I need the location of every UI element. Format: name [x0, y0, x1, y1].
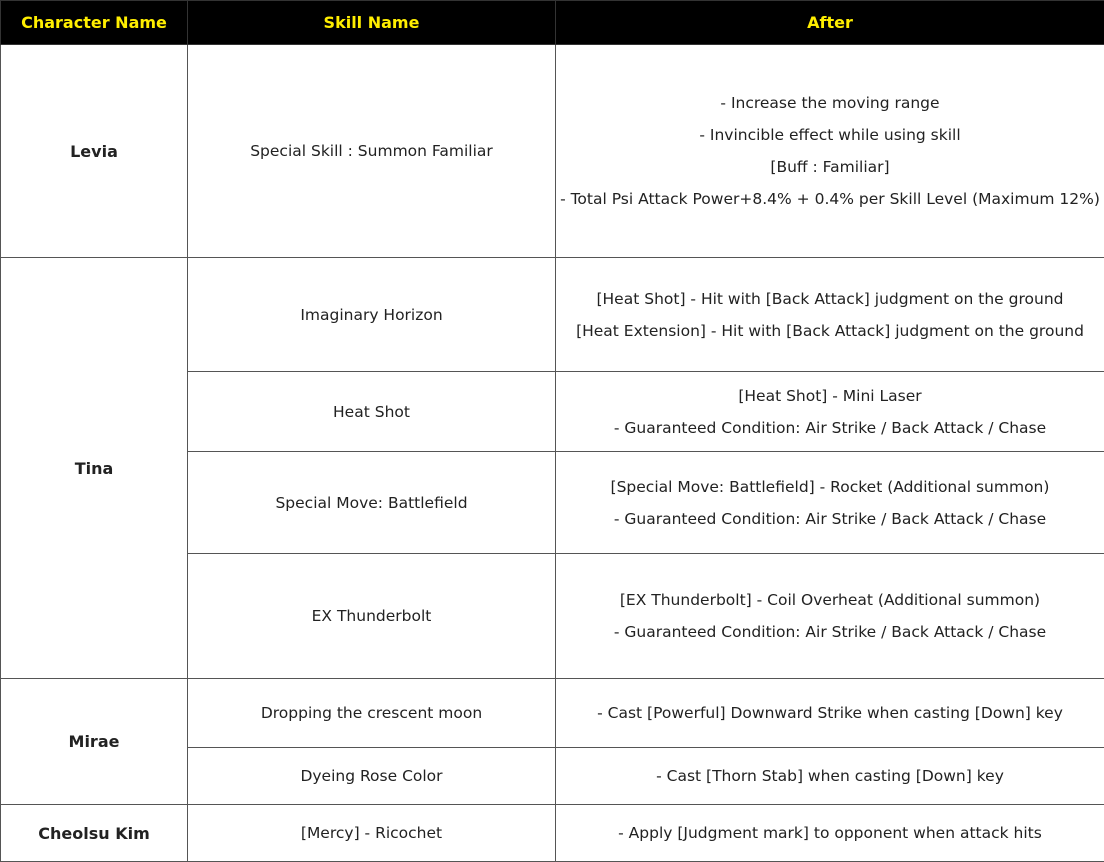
after-cell — [556, 748, 1104, 805]
after-cell — [556, 258, 1104, 372]
skill-name: Imaginary Horizon — [188, 258, 556, 372]
after-line: - Cast [Powerful] Downward Strike when casting [Down] key — [556, 697, 1104, 729]
skill-name: Heat Shot — [188, 372, 556, 452]
after-line: [Heat Shot] - Mini Laser — [556, 380, 1104, 412]
skill-name: Special Skill : Summon Familiar — [188, 45, 556, 258]
table-row — [1, 805, 1104, 862]
character-name-cheolsu-kim: Cheolsu Kim — [1, 805, 188, 862]
after-cell — [556, 805, 1104, 862]
table-row — [1, 679, 1104, 748]
after-line: - Apply [Judgment mark] to opponent when attack hits — [556, 817, 1104, 849]
after-line: - Guaranteed Condition: Air Strike / Back Attack / Chase — [556, 616, 1104, 648]
after-line: [Special Move: Battlefield] - Rocket (Additional summon) — [556, 471, 1104, 503]
after-cell — [556, 452, 1104, 554]
skill-name: [Mercy] - Ricochet — [188, 805, 556, 862]
character-name-mirae: Mirae — [1, 679, 188, 805]
header-row — [1, 1, 1104, 45]
after-line: - Cast [Thorn Stab] when casting [Down] key — [556, 760, 1104, 792]
after-cell — [556, 372, 1104, 452]
after-line: - Increase the moving range — [556, 87, 1104, 119]
header-skill-name: Skill Name — [188, 1, 556, 45]
character-name-tina: Tina — [1, 258, 188, 679]
after-line: [Buff : Familiar] — [556, 151, 1104, 183]
table-row — [1, 45, 1104, 258]
after-line: [Heat Shot] - Hit with [Back Attack] judgment on the ground — [556, 283, 1104, 315]
after-cell — [556, 679, 1104, 748]
after-line: - Invincible effect while using skill — [556, 119, 1104, 151]
skill-name: Dropping the crescent moon — [188, 679, 556, 748]
header-after: After — [556, 1, 1104, 45]
after-line: - Total Psi Attack Power+8.4% + 0.4% per Skill Level (Maximum 12%) — [556, 183, 1104, 215]
skill-name: Special Move: Battlefield — [188, 452, 556, 554]
header-character-name: Character Name — [1, 1, 188, 45]
after-cell — [556, 45, 1104, 258]
after-cell — [556, 554, 1104, 679]
skill-name: EX Thunderbolt — [188, 554, 556, 679]
after-line: [Heat Extension] - Hit with [Back Attack] judgment on the ground — [556, 315, 1104, 347]
character-name-levia: Levia — [1, 45, 188, 258]
skill-name: Dyeing Rose Color — [188, 748, 556, 805]
table-row — [1, 258, 1104, 372]
after-line: - Guaranteed Condition: Air Strike / Back Attack / Chase — [556, 503, 1104, 535]
after-line: - Guaranteed Condition: Air Strike / Back Attack / Chase — [556, 412, 1104, 444]
after-line: [EX Thunderbolt] - Coil Overheat (Additional summon) — [556, 584, 1104, 616]
